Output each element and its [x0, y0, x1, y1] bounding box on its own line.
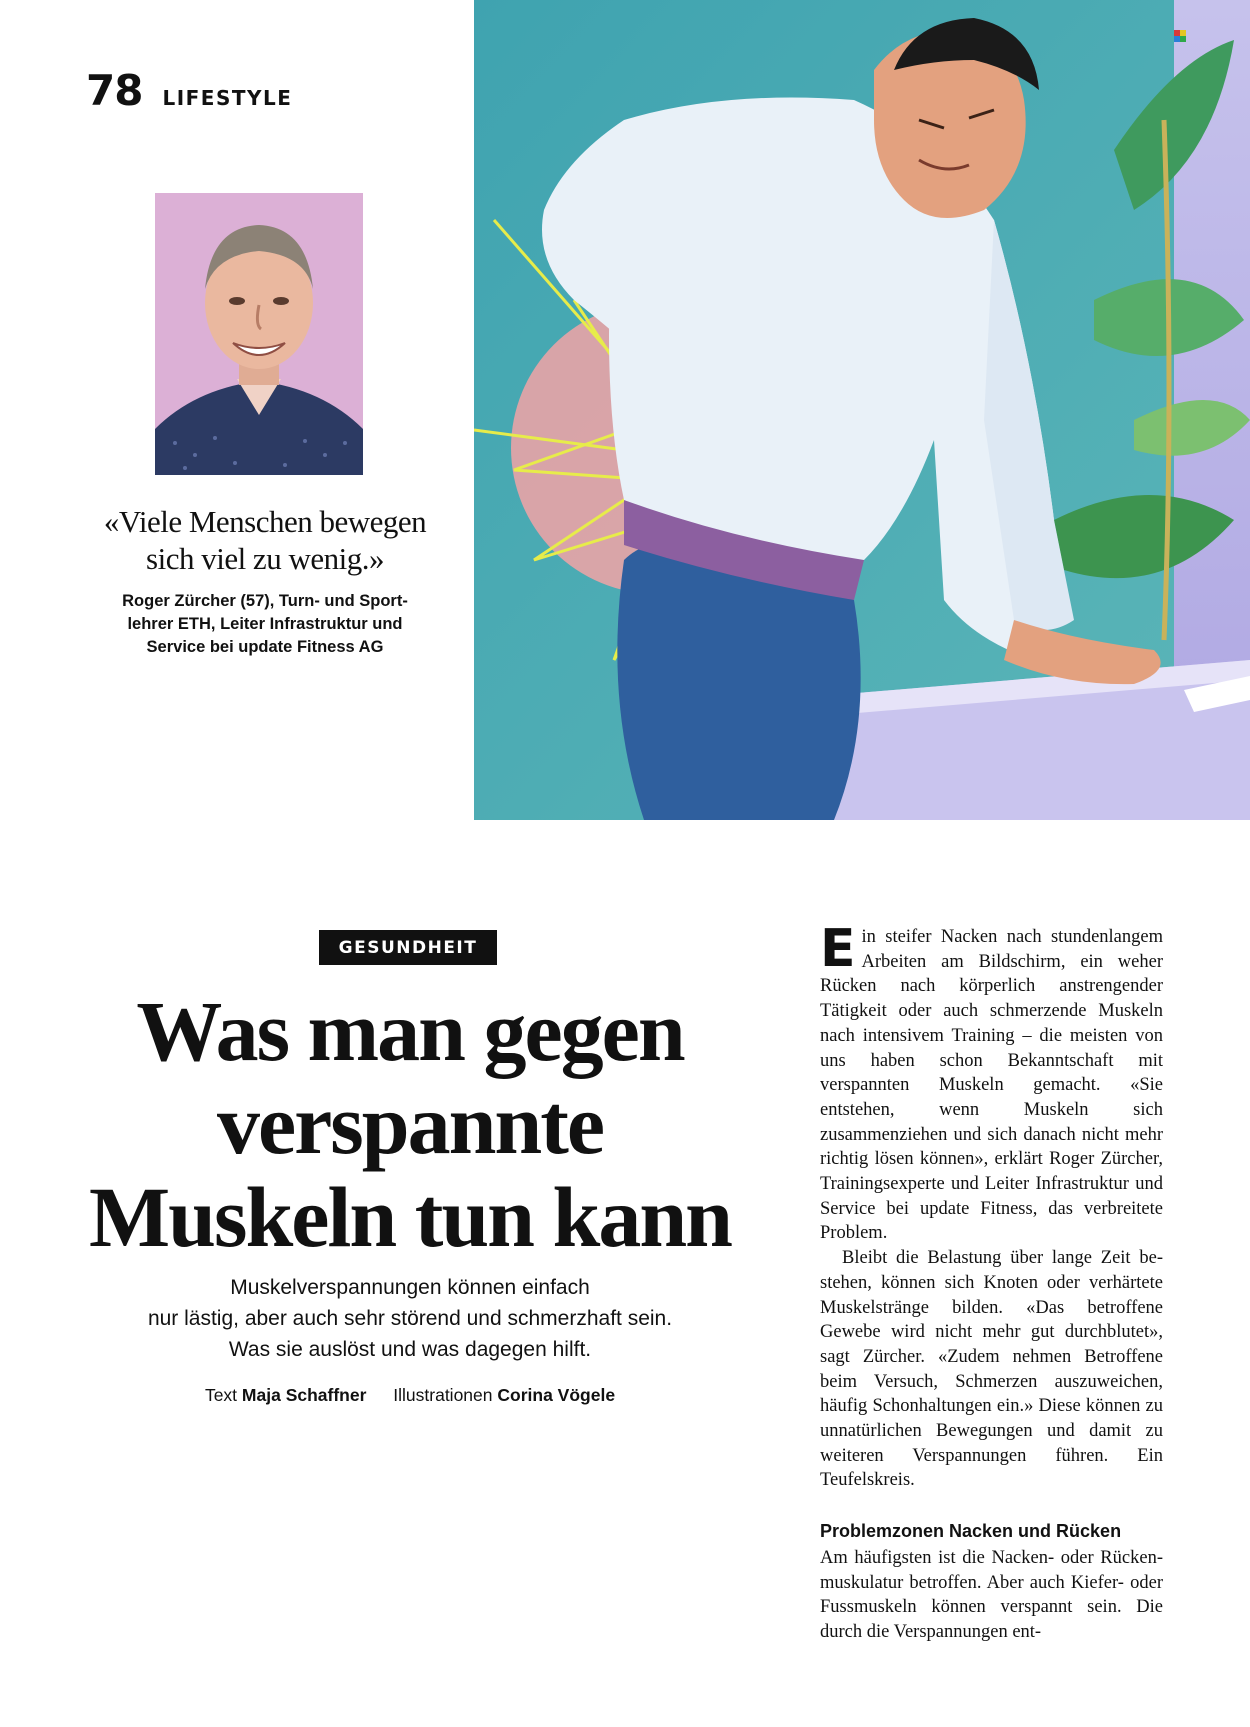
article-headline: [60, 985, 760, 1264]
pull-quote: [90, 503, 440, 577]
lead-line: Muskelverspannungen können einfach: [230, 1276, 590, 1299]
article-body: [820, 919, 1163, 1645]
article-credits: [110, 1385, 710, 1406]
page-header: [86, 66, 292, 115]
body-paragraph: Bleibt die Belastung über lange Zeit bestehen, können sich Knoten oder verhärtete Muskelstränge bilden. «Das betroffene Gewebe wird nicht mehr gut durchblutet», sagt Zürcher. «Zudem nehmen Betroffene beim Versuch, Schmerzen auszuweichen, häufig Schonhaltungen ein.» Diese können zu unnatürlichen Bewegungen und damit zu weiteren Verspannungen führen. Ein Teufelskreis.: [820, 1248, 1163, 1491]
section-subhead: Problemzonen Nacken und Rücken: [820, 1521, 1122, 1542]
attribution-line: Roger Zürcher (57), Turn- und Sport-: [122, 592, 408, 610]
section-label: LIFESTYLE: [162, 86, 293, 110]
illustration-author: Corina Vögele: [497, 1385, 616, 1405]
headline-line: Was man gegen: [136, 983, 684, 1079]
headline-line: Muskeln tun kann: [89, 1169, 731, 1265]
text-credit-label: Text: [204, 1385, 238, 1405]
body-paragraph-text: in steifer Nacken nach stundenlangem Arbeiten am Bildschirm, ein weher Rücken nach körperlich anstrengender Tätigkeit oder auch schmerzende Muskeln nach intensivem Training – die meisten von uns haben schon Bekanntschaft mit verspannten Muskeln gemacht. «Sie entstehen, wenn Muskeln sich zusammenziehen und sich danach nicht mehr richtig lösen können», erklärt Roger Zürcher, Trainingsexperte und Leiter Infrastruktur und Service bei update Fitness, das verbreitete Problem.: [820, 927, 1163, 1244]
article-lead: [110, 1272, 710, 1365]
page-number: 78: [86, 66, 143, 115]
attribution-line: lehrer ETH, Leiter Infrastruktur und: [127, 615, 403, 633]
pull-quote-line: «Viele Menschen bewegen: [103, 504, 427, 539]
drop-cap: E: [820, 919, 856, 979]
lead-line: Was sie auslöst und was dagegen hilft.: [228, 1338, 592, 1361]
hero-illustration: [474, 0, 1250, 820]
text-author: Maja Schaffner: [241, 1385, 367, 1405]
category-badge: GESUNDHEIT: [319, 930, 497, 965]
body-paragraph: Am häufigsten ist die Nacken- oder Rückenmuskulatur betroffen. Aber auch Kiefer- oder Fussmuskeln können verspannt sein. Die durch die Verspannungen ent-: [820, 1547, 1163, 1642]
pull-quote-line: sich viel zu wenig.»: [146, 541, 384, 576]
lead-line: nur lästig, aber auch sehr störend und schmerzhaft sein.: [147, 1307, 673, 1330]
illustration-credit-label: Illustrationen: [393, 1385, 493, 1405]
attribution-line: Service bei update Fitness AG: [146, 638, 384, 656]
quote-attribution: [90, 590, 440, 659]
expert-portrait: [155, 193, 363, 475]
headline-line: verspannte: [216, 1076, 604, 1172]
body-paragraph: [820, 919, 1163, 1246]
